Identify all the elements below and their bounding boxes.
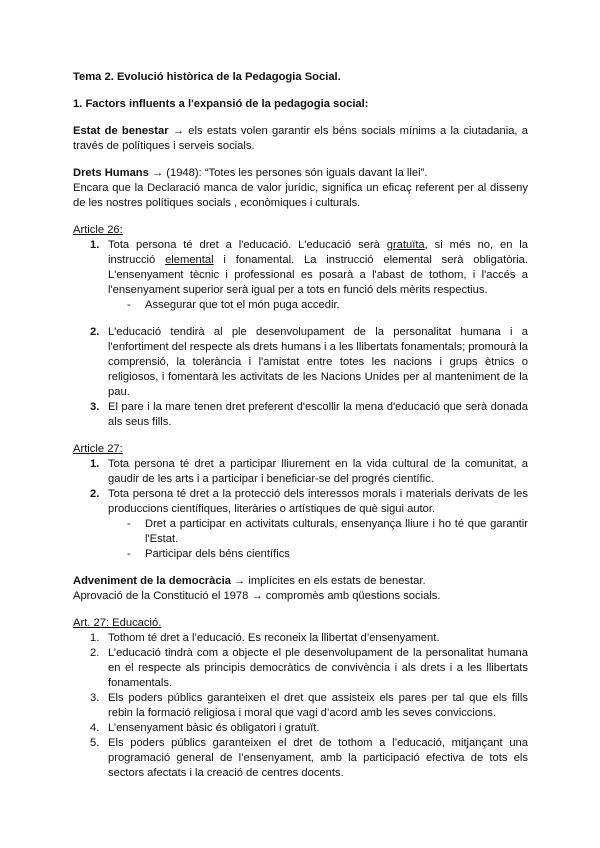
underlined-word: elemental (165, 254, 214, 266)
item-number: 1. (90, 239, 100, 251)
item-number: 5. (90, 737, 100, 749)
article26-list-cont (73, 325, 528, 430)
list-item (73, 646, 528, 691)
sub-item-text: Assegurar que tot el món puga accedir. (145, 299, 340, 311)
item-number: 2. (90, 488, 100, 500)
art27-const-list (73, 631, 528, 781)
list-item (73, 400, 528, 430)
democracia-text: → implícites en els estats de benestar. (230, 575, 426, 587)
estat-term: Estat de benestar (73, 125, 169, 137)
list-item (73, 238, 528, 298)
doc-title: Tema 2. Evolució històrica de la Pedagogia Social. (73, 71, 341, 83)
estat-text: els estats volen garantir els béns socials mínims a la ciutadania, a través de polítiques i serveis socials. (73, 125, 528, 152)
democracia-line2: Aprovació de la Constitució el 1978 → compromès amb qüestions socials. (73, 590, 441, 602)
list-item (73, 631, 528, 646)
drets-term: Drets Humans (73, 167, 149, 179)
item-text: L’educació tindrà com a objecte el ple desenvolupament de la personalitat humana en el respecte als principis democràtics de convivència i als drets i a les llibertats fonamentals. (108, 647, 528, 689)
drets-paragraph (73, 166, 528, 181)
item-text: L’ensenyament bàsic és obligatori i gratuït. (108, 722, 320, 734)
list-item (73, 325, 528, 400)
item-number: 2. (90, 326, 100, 338)
estat-paragraph (73, 124, 528, 154)
item-text: Tothom té dret a l’educació. Es reconeix la llibertat d’ensenyament. (108, 632, 440, 644)
item-number: 1. (90, 458, 100, 470)
item-text: Els poders públics garanteixen el dret de tothom a l’educació, mitjançant una programació general de l’ensenyament, amb la participació efectiva de tots els sectors afectats i la creació de centres docents. (108, 737, 528, 779)
sub-item (73, 298, 528, 313)
sub-item-text: Dret a participar en activitats culturals, ensenyança lliure i ho té que garantir l'Estat. (145, 518, 528, 545)
sub-item-text: Participar dels béns científics (145, 548, 290, 560)
list-item (73, 691, 528, 721)
article27-heading: Article 27: (73, 443, 123, 455)
drets-line2: Encara que la Declaració manca de valor jurídic, significa un eficaç referent per al disseny de les nostres polítiques socials , econòmiques i culturals. (73, 182, 528, 209)
dash-bullet: - (127, 299, 131, 311)
sub-item (73, 517, 528, 547)
item-text: Els poders públics garanteixen el dret que assisteix els pares per tal que els fills rebin la formació religiosa i moral que vagi d’acord amb les seves conviccions. (108, 692, 528, 719)
item-text: El pare i la mare tenen dret preferent d'escollir la mena d'educació que serà donada als seus fills. (108, 401, 528, 428)
underlined-word: gratuïta (386, 239, 425, 251)
sub-item (73, 547, 528, 562)
item-text: Tota persona té dret a la protecció dels interessos morals i materials derivats de les produccions científiques, literàries o artístiques de què sigui autor. (108, 488, 528, 515)
list-item (73, 457, 528, 487)
arrow-glyph: → (172, 125, 185, 137)
dash-bullet: - (127, 518, 131, 530)
drets-text: → (1948): “Totes les persones són iguals davant la llei”. (148, 167, 428, 179)
list-item (73, 487, 528, 517)
democracia-paragraph (73, 574, 528, 589)
item-number: 2. (90, 647, 100, 659)
item-number: 1. (90, 632, 100, 644)
item-text: Tota persona té dret a participar lliurement en la vida cultural de la comunitat, a gaudir de les arts i a participar i beneficiar-se del progrés científic. (108, 458, 528, 485)
article26-list (73, 238, 528, 313)
document-page (73, 70, 528, 781)
item-text: , si més no, en la instrucció (108, 239, 529, 266)
list-item (73, 736, 528, 781)
democracia-term: Adveniment de la democràcia (73, 575, 231, 587)
section-title: 1. Factors influents a l'expansió de la pedagogia social: (73, 98, 369, 110)
article26-heading: Article 26: (73, 224, 123, 236)
item-text: Tota persona té dret a l'educació. L'educació serà (108, 239, 387, 251)
item-number: 4. (90, 722, 100, 734)
dash-bullet: - (127, 548, 131, 560)
article27-list (73, 457, 528, 562)
art27-const-heading: Art. 27: Educació. (73, 617, 162, 629)
item-number: 3. (90, 692, 100, 704)
item-number: 3. (90, 401, 100, 413)
item-text: L'educació tendirà al ple desenvolupament de la personalitat humana i a l'enfortiment del respecte als drets humans i a les llibertats fonamentals; promourà la comprensió, la tolerància i l'amistat entre totes les nacions i grups ètnics o religiosos, i fomentarà les activitats de les Nacions Unides per al manteniment de la pau. (108, 326, 529, 398)
item-text: i fonamental. La instrucció elemental serà obligatòria. L'ensenyament tècnic i professional es posarà a l'abast de tothom, i l'accés a l'ensenyament superior serà igual per a tots en funció dels mèrits respectius. (108, 254, 528, 296)
list-item (73, 721, 528, 736)
